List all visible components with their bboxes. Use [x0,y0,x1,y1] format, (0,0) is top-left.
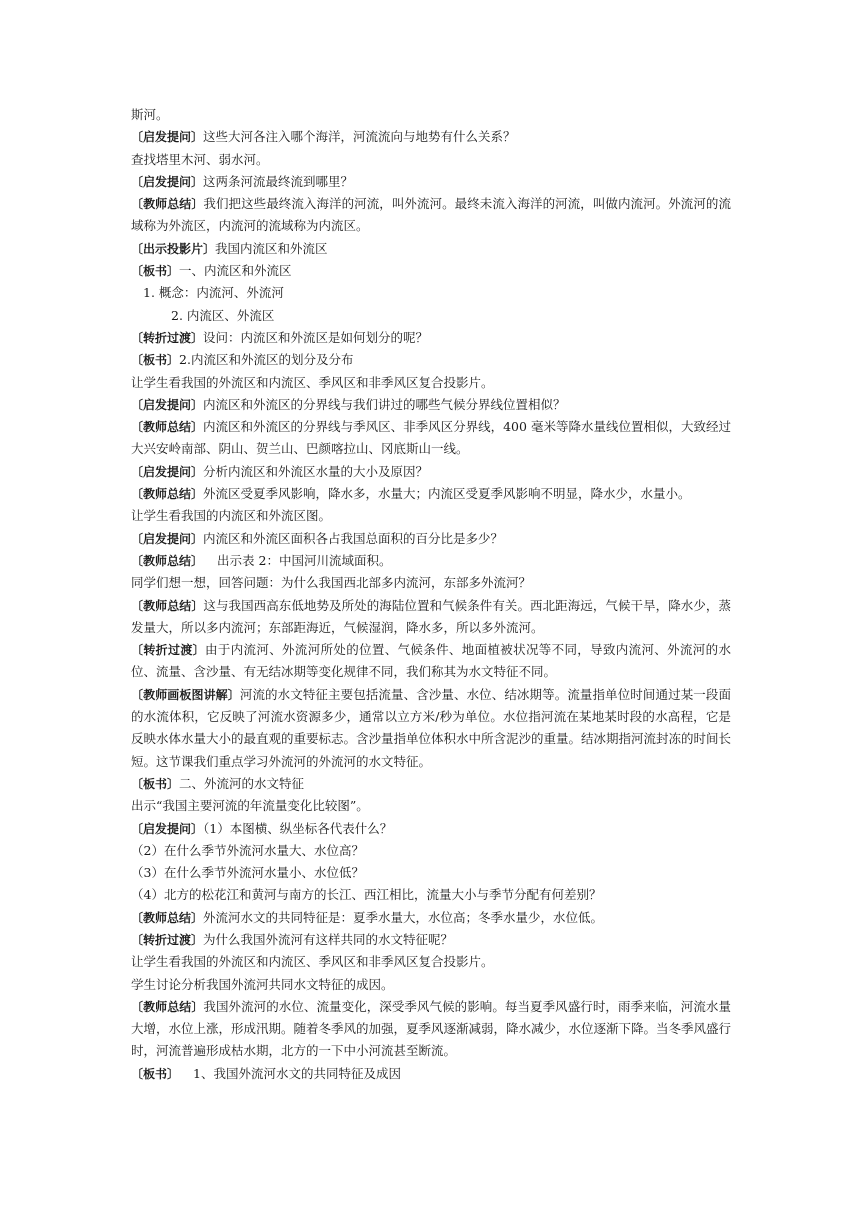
paragraph-text: 外流河水文的共同特征是：夏季水量大，水位高；冬季水量少，水位低。 [203,909,604,925]
paragraph [131,416,731,461]
paragraph [131,126,731,148]
paragraph [131,795,731,817]
paragraph [131,840,731,862]
role-tag: 〔启发提问〕 [131,464,204,479]
role-tag: 〔教师总结〕 [131,553,204,568]
paragraph-text: 这两条河流最终流到哪里？ [203,173,354,189]
paragraph [131,372,731,394]
paragraph-text: 为什么我国外流河有这样共同的水文特征呢？ [203,931,454,947]
paragraph-text: 同学们想一想，回答问题：为什么我国西北部多内流河，东部多外流河？ [131,575,532,591]
paragraph-text: （4）北方的松花江和黄河与南方的长江、西江相比，流量大小与季节分配有何差别？ [131,887,602,903]
paragraph [131,193,731,238]
role-tag: 〔启发提问〕 [131,397,204,412]
role-tag: 〔启发提问〕 [131,174,204,189]
paragraph-text: 让学生看我国的内流区和外流区图。 [131,508,332,524]
role-tag: 〔板书〕 [131,353,180,368]
paragraph [131,862,731,884]
role-tag: 〔启发提问〕 [131,821,204,836]
paragraph [131,773,731,795]
paragraph [131,884,731,906]
paragraph-text: （2）在什么季节外流河水量大、水位高？ [131,842,364,858]
paragraph [131,305,731,327]
paragraph-text: 我国外流河的水位、流量变化，深受季风气候的影响。每当夏季风盛行时，雨季来临，河流水量大增，水位上涨，形成汛期。随着冬季风的加强，夏季风逐渐减弱，降水减少，水位逐渐下降。当冬季风盛行时，河流普遍形成枯水期，北方的一下中小河流甚至断流。 [131,998,732,1059]
paragraph-text: 河流的水文特征主要包括流量、含沙量、水位、结冰期等。流量指单位时间通过某一段面的水流体积，它反映了河流水资源多少，通常以立方米/秒为单位。水位指河流在某地某时段的水高程，它是反映水体水量大小的最直观的重要标志。含沙量指单位体积水中所含泥沙的重量。结冰期指河流封冻的时间长短。这节课我们重点学习外流河的外流河的水文特征。 [131,686,732,769]
paragraph [131,818,731,840]
paragraph [131,171,731,193]
role-tag: 〔转折过渡〕 [131,932,204,947]
paragraph [131,684,731,773]
paragraph [131,1063,731,1085]
role-tag: 〔教师总结〕 [131,420,204,435]
paragraph-text: 外流区受夏季风影响，降水多，水量大；内流区受夏季风影响不明显，降水少，水量小。 [203,486,691,502]
paragraph [131,951,731,973]
lesson-body [131,104,731,1085]
paragraph [131,907,731,929]
paragraph-text: 学生讨论分析我国外流河共同水文特征的成因。 [131,976,394,992]
role-tag: 〔教师总结〕 [131,910,204,925]
role-tag: 〔板书〕 [131,264,180,279]
paragraph-text: 1. 概念：内流河、外流河 [143,285,284,301]
paragraph-text: （1）本图横、纵坐标各代表什么？ [203,820,393,836]
paragraph [131,349,731,371]
role-tag: 〔教师总结〕 [131,598,204,613]
paragraph [131,238,731,260]
role-tag: 〔启发提问〕 [131,531,204,546]
paragraph-text: 让学生看我国的外流区和内流区、季风区和非季风区复合投影片。 [131,374,494,390]
paragraph-text: 二、外流河的水文特征 [179,775,305,791]
paragraph [131,394,731,416]
paragraph-text: 由于内流河、外流河所处的位置、气候条件、地面植被状况等不同，导致内流河、外流河的水位、流量、含沙量、有无结冰期等变化规律不同，我们称其为水文特征不同。 [131,642,731,680]
role-tag: 〔转折过渡〕 [131,643,206,658]
paragraph [131,929,731,951]
paragraph [131,996,731,1063]
paragraph-text: 让学生看我国的外流区和内流区、季风区和非季风区复合投影片。 [131,954,494,970]
role-tag: 〔启发提问〕 [131,130,204,145]
paragraph-text: 我国内流区和外流区 [215,240,328,256]
paragraph-text: 这些大河各注入哪个海洋，河流流向与地势有什么关系？ [203,129,516,145]
role-tag: 〔教师总结〕 [131,197,204,212]
role-tag: 〔教师画板图讲解〕 [131,687,240,702]
paragraph-text: 内流区和外流区面积各占我国总面积的百分比是多少？ [203,530,504,546]
paragraph [131,505,731,527]
paragraph-text: 2.内流区和外流区的划分及分布 [179,352,354,368]
paragraph-text: 2. 内流区、外流区 [171,307,275,323]
paragraph [131,260,731,282]
paragraph-text: 出示“我国主要河流的年流量变化比较图”。 [131,798,369,814]
paragraph-text: 内流区和外流区的分界线与我们讲过的哪些气候分界线位置相似？ [203,396,566,412]
paragraph-text: 我们把这些最终流入海洋的河流，叫外流河。最终未流入海洋的河流，叫做内流河。外流河的流域称为外流区，内流河的流域称为内流区。 [131,196,731,234]
paragraph-text: 一、内流区和外流区 [179,263,292,279]
paragraph-text: 设问：内流区和外流区是如何划分的呢？ [203,329,429,345]
paragraph-text: 内流区和外流区的分界线与季风区、非季风区分界线，400 毫米等降水量线位置相似，大致经过大兴安岭南部、阴山、贺兰山、巴颜喀拉山、冈底斯山一线。 [131,419,731,457]
paragraph [131,461,731,483]
role-tag: 〔板书〕 [131,1066,180,1081]
role-tag: 〔转折过渡〕 [131,330,204,345]
paragraph [131,639,731,684]
paragraph [131,974,731,996]
paragraph [131,595,731,640]
paragraph [131,528,731,550]
paragraph [131,282,731,304]
role-tag: 〔板书〕 [131,776,180,791]
role-tag: 〔教师总结〕 [131,999,204,1014]
paragraph-text: 出示表 2：中国河川流域面积。 [217,552,392,568]
paragraph-text: 查找塔里木河、弱水河。 [131,151,269,167]
paragraph [131,550,731,572]
paragraph-text: 1、我国外流河水文的共同特征及成因 [193,1065,401,1081]
paragraph-text: （3）在什么季节外流河水量小、水位低？ [131,865,364,881]
paragraph [131,483,731,505]
paragraph [131,327,731,349]
paragraph-text: 斯河。 [131,107,169,122]
paragraph-text: 这与我国西高东低地势及所处的海陆位置和气候条件有关。西北距海远，气候干旱，降水少，蒸发量大，所以多内流河；东部距海近，气候湿润，降水多，所以多外流河。 [131,597,731,635]
paragraph [131,572,731,594]
paragraph [131,104,731,126]
role-tag: 〔教师总结〕 [131,487,204,502]
paragraph [131,149,731,171]
paragraph-text: 分析内流区和外流区水量的大小及原因？ [203,463,429,479]
role-tag: 〔出示投影片〕 [131,241,216,256]
